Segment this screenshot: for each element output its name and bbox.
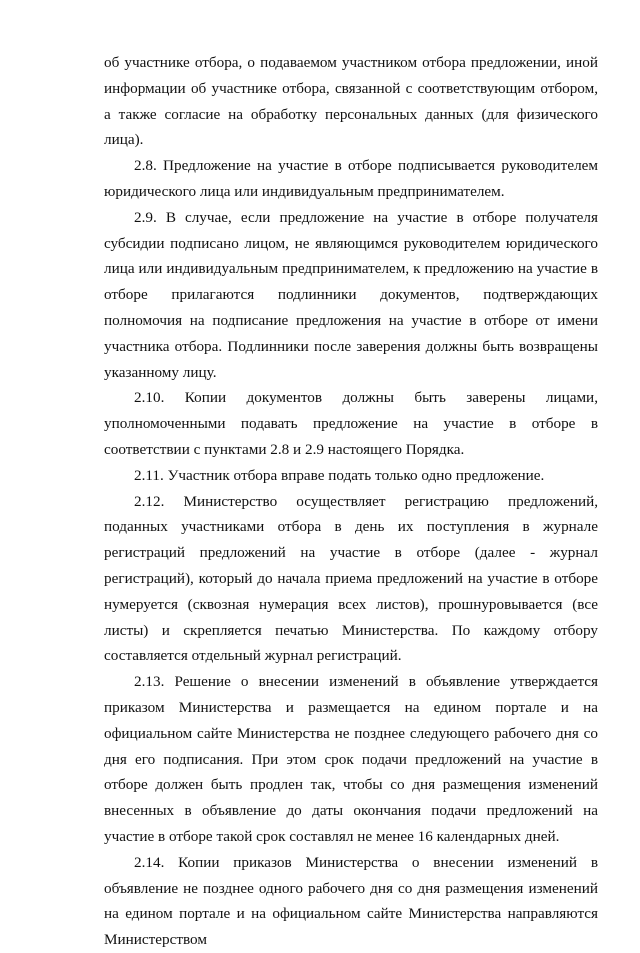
paragraph-2-14: 2.14. Копии приказов Министерства о внесении изменений в объявление не позднее одного рабочего дня со дня размещения изменений на едином портале и на официальном сайте Министерства направляются Министерством xyxy=(104,853,598,949)
paragraph-2-10: 2.10. Копии документов должны быть заверены лицами, уполномоченными подавать предложение на участие в отборе в соответствии с пунктами 2.8 и 2.9 настоящего Порядка. xyxy=(104,389,598,458)
document-page xyxy=(104,50,598,953)
paragraph-2-11: 2.11. Участник отбора вправе подать только одно предложение. xyxy=(134,466,545,484)
paragraph-2-8: 2.8. Предложение на участие в отборе подписывается руководителем юридического лица или индивидуальным предпринимателем. xyxy=(104,157,598,200)
paragraph-2-13: 2.13. Решение о внесении изменений в объявление утверждается приказом Министерства и размещается на едином портале и на официальном сайте Министерства не позднее следующего рабочего дня со дня его подписания. При этом срок подачи предложений на участие в отборе должен быть продлен так, чтобы со дня размещения изменений внесенных в объявление до даты окончания подачи предложений на участие в отборе такой срок составлял не менее 16 календарных дней. xyxy=(104,673,598,845)
paragraph-2-12: 2.12. Министерство осуществляет регистрацию предложений, поданных участниками отбора в день их поступления в журнале регистраций предложений на участие в отборе (далее - журнал регистраций), который до начала приема предложений на участие в отборе нумеруется (сквозная нумерация всех листов), прошнуровывается (все листы) и скрепляется печатью Министерства. По каждому отбору составляется отдельный журнал регистраций. xyxy=(104,492,598,665)
paragraph-continuation: об участнике отбора, о подаваемом участником отбора предложении, иной информации об участнике отбора, связанной с соответствующим отбором, а также согласие на обработку персональных данных (для физического лица). xyxy=(104,54,598,149)
paragraph-2-9: 2.9. В случае, если предложение на участие в отборе получателя субсидии подписано лицом, не являющимся руководителем юридического лица или индивидуальным предпринимателем, к предложению на участие в отборе прилагаются подлинники документов, подтверждающих полномочия на подписание предложения на участие в отборе от имени участника отбора. Подлинники после заверения должны быть возвращены указанному лицу. xyxy=(104,208,598,381)
